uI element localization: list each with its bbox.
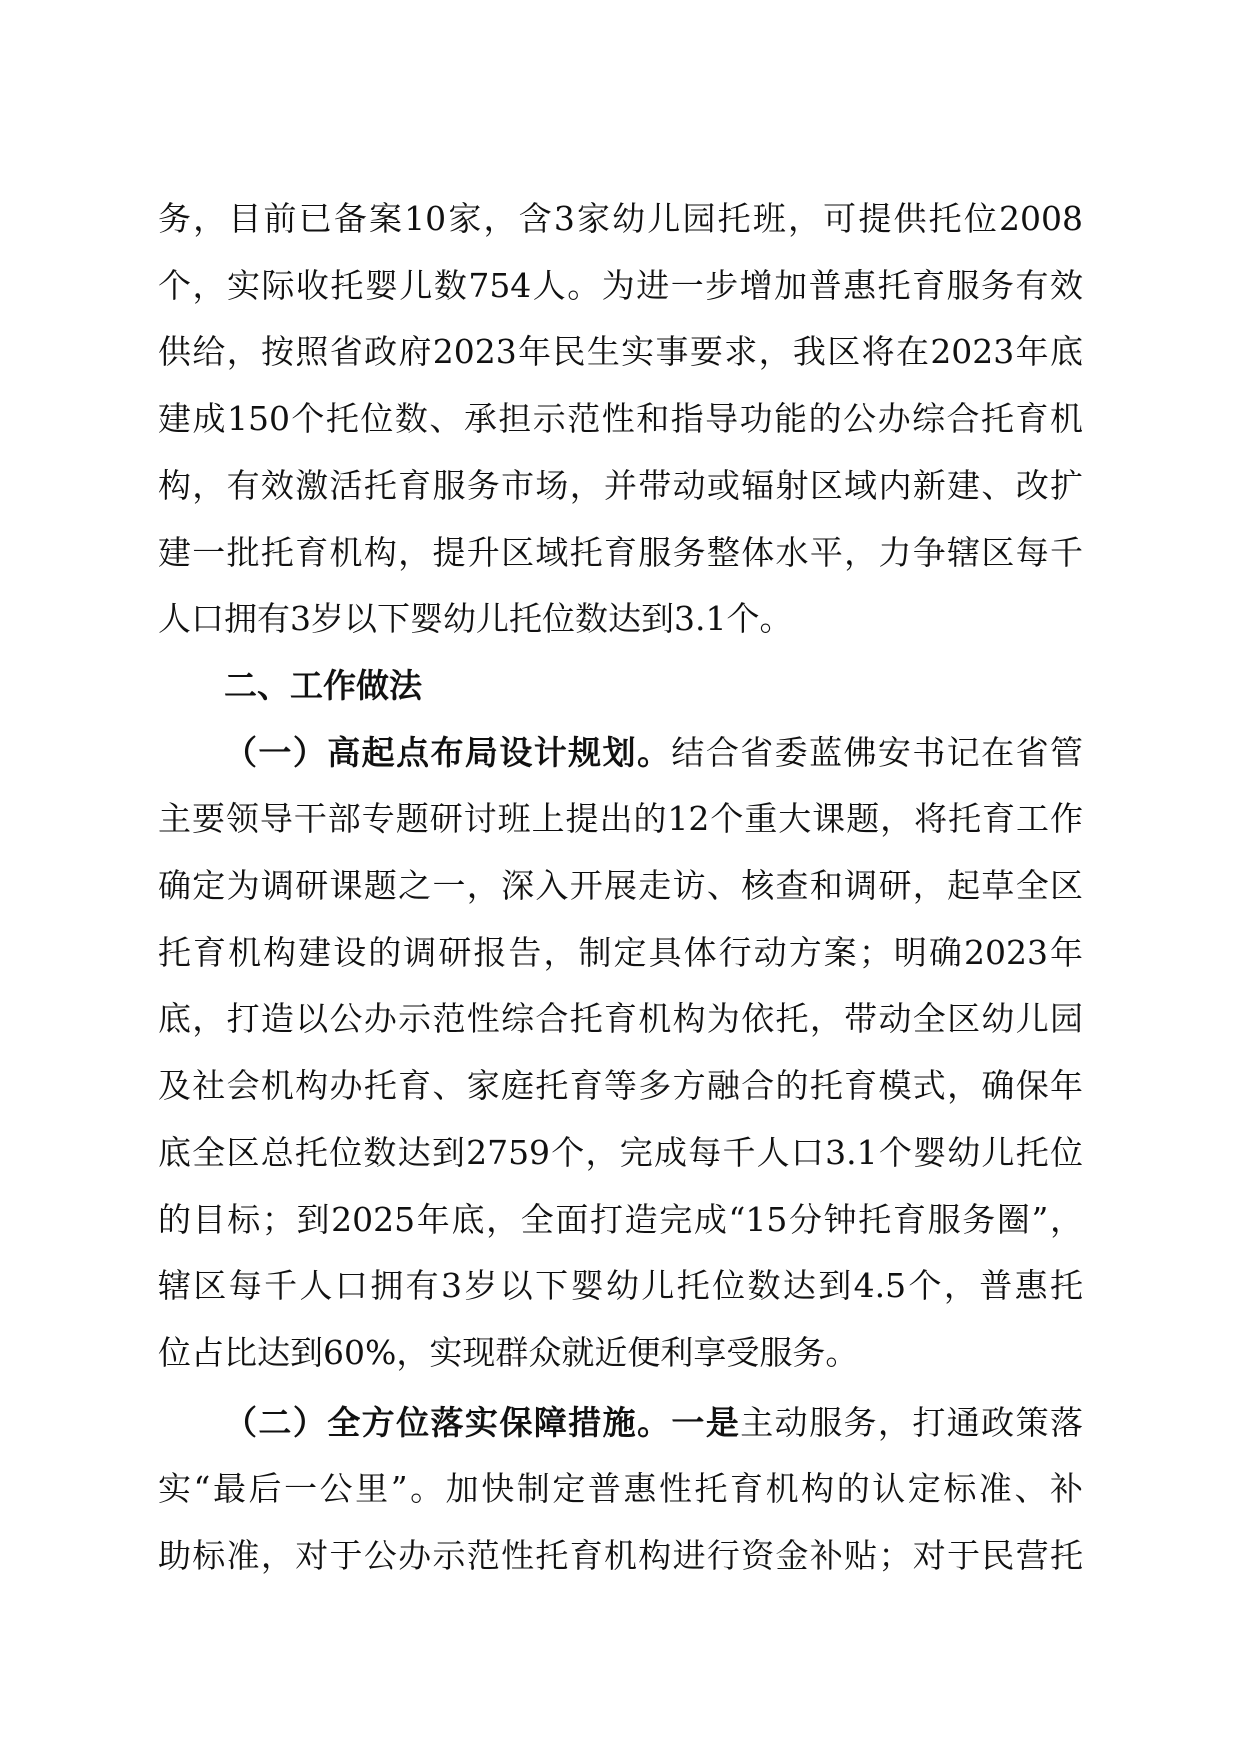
text-line: 助标准，对于公办示范性托育机构进行资金补贴；对于民营托 (158, 1536, 1083, 1576)
text-line: 辖区每千人口拥有3岁以下婴幼儿托位数达到4.5个，普惠托 (158, 1266, 1083, 1306)
text-line: 及社会机构办托育、家庭托育等多方融合的托育模式，确保年 (158, 1066, 1083, 1106)
text-line: 实“最后一公里”。加快制定普惠性托育机构的认定标准、补 (158, 1469, 1083, 1509)
text-line: 个，实际收托婴儿数754人。为进一步增加普惠托育服务有效 (158, 265, 1083, 305)
subsection-lead: （一）高起点布局设计规划。 (224, 732, 672, 772)
text-run: 主动服务，打通政策落 (740, 1402, 1084, 1442)
paragraph-background (158, 186, 1083, 653)
text-line: 建一批托育机构，提升区域托育服务整体水平，力争辖区每千 (158, 532, 1083, 572)
text-line: 位占比达到60%，实现群众就近便利享受服务。 (158, 1332, 859, 1372)
emphasis-lead: 一是 (671, 1402, 741, 1442)
text-line: 建成150个托位数、承担示范性和指导功能的公办综合托育机 (158, 399, 1083, 439)
text-line-first (158, 720, 1083, 787)
section-heading: 二、工作做法 (224, 665, 422, 705)
text-run: 结合省委蓝佛安书记在省管 (671, 732, 1084, 772)
text-line: 底，打造以公办示范性综合托育机构为依托，带动全区幼儿园 (158, 999, 1083, 1039)
text-line-first (158, 1390, 1083, 1457)
text-line: 确定为调研课题之一，深入开展走访、核查和调研，起草全区 (158, 866, 1083, 906)
text-line: 务，目前已备案10家，含3家幼儿园托班，可提供托位2008 (158, 199, 1083, 238)
text-line: 底全区总托位数达到2759个，完成每千人口3.1个婴幼儿托位 (158, 1132, 1083, 1172)
text-line: 人口拥有3岁以下婴幼儿托位数达到3.1个。 (158, 599, 793, 639)
text-line: 主要领导干部专题研讨班上提出的12个重大课题，将托育工作 (158, 799, 1083, 839)
text-line: 供给，按照省政府2023年民生实事要求，我区将在2023年底 (158, 332, 1083, 372)
text-line: 的目标；到2025年底，全面打造完成“15分钟托育服务圈”， (158, 1199, 1083, 1239)
text-line: 构，有效激活托育服务市场，并带动或辐射区域内新建、改扩 (158, 465, 1083, 505)
subsection-lead: （二）全方位落实保障措施。 (224, 1402, 672, 1442)
text-line: 托育机构建设的调研报告，制定具体行动方案；明确2023年 (158, 932, 1083, 972)
paragraph-planning (158, 720, 1083, 1387)
document-body (158, 186, 1083, 1590)
paragraph-measures (158, 1390, 1083, 1590)
